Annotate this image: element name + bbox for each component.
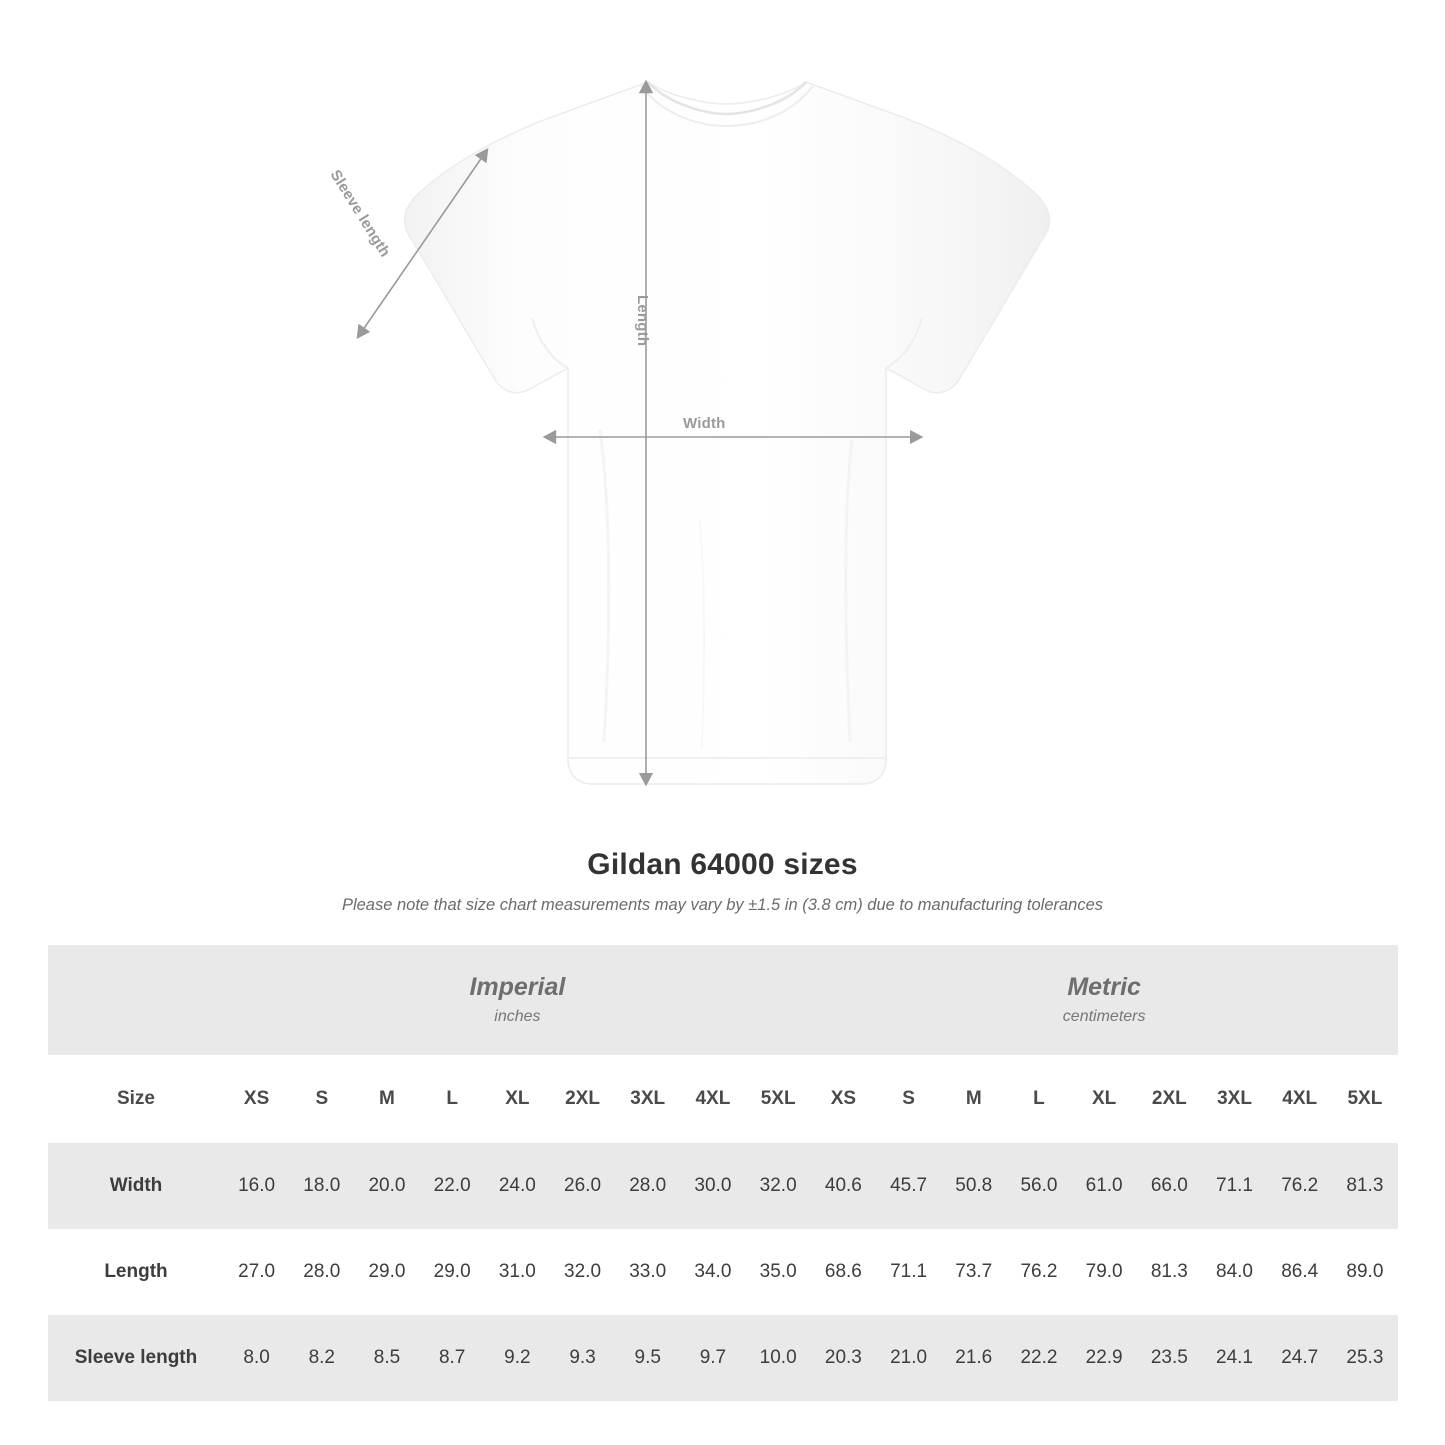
cell-length-14: 81.3 bbox=[1137, 1229, 1202, 1315]
cell-width-6: 28.0 bbox=[615, 1143, 680, 1229]
cell-sleeve-16: 24.7 bbox=[1267, 1315, 1332, 1401]
cell-length-5: 32.0 bbox=[550, 1229, 615, 1315]
unit-group-imperial bbox=[224, 945, 811, 1055]
size-header-label: Size bbox=[48, 1055, 224, 1143]
cell-width-9: 40.6 bbox=[811, 1143, 876, 1229]
size-header-2xl-imperial: 2XL bbox=[550, 1055, 615, 1143]
cell-length-2: 29.0 bbox=[354, 1229, 419, 1315]
size-header-m-imperial: M bbox=[354, 1055, 419, 1143]
cell-sleeve-11: 21.6 bbox=[941, 1315, 1006, 1401]
table-row-sleeve-length bbox=[48, 1315, 1398, 1401]
cell-length-12: 76.2 bbox=[1006, 1229, 1071, 1315]
cell-width-10: 45.7 bbox=[876, 1143, 941, 1229]
cell-width-15: 71.1 bbox=[1202, 1143, 1267, 1229]
cell-sleeve-5: 9.3 bbox=[550, 1315, 615, 1401]
cell-length-8: 35.0 bbox=[746, 1229, 811, 1315]
width-label: Width bbox=[683, 415, 726, 432]
cell-length-10: 71.1 bbox=[876, 1229, 941, 1315]
cell-width-11: 50.8 bbox=[941, 1143, 1006, 1229]
size-header-2xl-metric: 2XL bbox=[1137, 1055, 1202, 1143]
cell-length-1: 28.0 bbox=[289, 1229, 354, 1315]
cell-sleeve-2: 8.5 bbox=[354, 1315, 419, 1401]
row-label-length: Length bbox=[48, 1229, 224, 1315]
size-header-3xl-imperial: 3XL bbox=[615, 1055, 680, 1143]
cell-length-13: 79.0 bbox=[1072, 1229, 1137, 1315]
cell-width-17: 81.3 bbox=[1332, 1143, 1397, 1229]
size-header-5xl-imperial: 5XL bbox=[746, 1055, 811, 1143]
cell-length-16: 86.4 bbox=[1267, 1229, 1332, 1315]
row-label-sleeve-length: Sleeve length bbox=[48, 1315, 224, 1401]
cell-width-3: 22.0 bbox=[420, 1143, 485, 1229]
cell-width-7: 30.0 bbox=[680, 1143, 745, 1229]
cell-length-15: 84.0 bbox=[1202, 1229, 1267, 1315]
unit-group-metric bbox=[811, 945, 1398, 1055]
unit-metric-name: Metric bbox=[1067, 972, 1141, 1001]
cell-sleeve-4: 9.2 bbox=[485, 1315, 550, 1401]
cell-length-4: 31.0 bbox=[485, 1229, 550, 1315]
cell-sleeve-15: 24.1 bbox=[1202, 1315, 1267, 1401]
title-block bbox=[0, 848, 1445, 915]
cell-sleeve-3: 8.7 bbox=[420, 1315, 485, 1401]
cell-length-7: 34.0 bbox=[680, 1229, 745, 1315]
cell-sleeve-17: 25.3 bbox=[1332, 1315, 1397, 1401]
cell-sleeve-7: 9.7 bbox=[680, 1315, 745, 1401]
size-header-xl-imperial: XL bbox=[485, 1055, 550, 1143]
size-table bbox=[48, 945, 1398, 1401]
cell-sleeve-8: 10.0 bbox=[746, 1315, 811, 1401]
size-header-3xl-metric: 3XL bbox=[1202, 1055, 1267, 1143]
cell-width-14: 66.0 bbox=[1137, 1143, 1202, 1229]
size-header-4xl-imperial: 4XL bbox=[680, 1055, 745, 1143]
cell-length-0: 27.0 bbox=[224, 1229, 289, 1315]
size-table-wrapper bbox=[48, 945, 1397, 1401]
size-header-s-imperial: S bbox=[289, 1055, 354, 1143]
cell-width-8: 32.0 bbox=[746, 1143, 811, 1229]
cell-sleeve-10: 21.0 bbox=[876, 1315, 941, 1401]
cell-length-9: 68.6 bbox=[811, 1229, 876, 1315]
tolerance-note: Please note that size chart measurements may vary by ±1.5 in (3.8 cm) due to manufacturing tolerances bbox=[341, 896, 1104, 914]
size-header-l-imperial: L bbox=[420, 1055, 485, 1143]
cell-width-12: 56.0 bbox=[1006, 1143, 1071, 1229]
length-label: Length bbox=[634, 295, 651, 347]
table-row-length bbox=[48, 1229, 1398, 1315]
cell-width-16: 76.2 bbox=[1267, 1143, 1332, 1229]
cell-length-17: 89.0 bbox=[1332, 1229, 1397, 1315]
unit-metric-sub: centimeters bbox=[1062, 1008, 1146, 1026]
cell-sleeve-13: 22.9 bbox=[1072, 1315, 1137, 1401]
size-header-xl-metric: XL bbox=[1072, 1055, 1137, 1143]
size-header-row bbox=[48, 1055, 1398, 1143]
page-title: Gildan 64000 sizes bbox=[587, 848, 858, 881]
table-row-width bbox=[48, 1143, 1398, 1229]
cell-length-3: 29.0 bbox=[420, 1229, 485, 1315]
sleeve-length-label: Sleeve length bbox=[326, 167, 394, 261]
cell-sleeve-9: 20.3 bbox=[811, 1315, 876, 1401]
cell-length-6: 33.0 bbox=[615, 1229, 680, 1315]
cell-sleeve-12: 22.2 bbox=[1006, 1315, 1071, 1401]
cell-width-13: 61.0 bbox=[1072, 1143, 1137, 1229]
cell-width-5: 26.0 bbox=[550, 1143, 615, 1229]
cell-sleeve-14: 23.5 bbox=[1137, 1315, 1202, 1401]
size-header-xs-imperial: XS bbox=[224, 1055, 289, 1143]
cell-width-1: 18.0 bbox=[289, 1143, 354, 1229]
cell-length-11: 73.7 bbox=[941, 1229, 1006, 1315]
cell-width-4: 24.0 bbox=[485, 1143, 550, 1229]
cell-width-2: 20.0 bbox=[354, 1143, 419, 1229]
size-header-4xl-metric: 4XL bbox=[1267, 1055, 1332, 1143]
size-header-m-metric: M bbox=[941, 1055, 1006, 1143]
unit-imperial-sub: inches bbox=[494, 1008, 541, 1026]
cell-sleeve-0: 8.0 bbox=[224, 1315, 289, 1401]
units-header-spacer bbox=[48, 945, 224, 1055]
unit-imperial-name: Imperial bbox=[469, 972, 566, 1001]
cell-sleeve-6: 9.5 bbox=[615, 1315, 680, 1401]
units-header-row bbox=[48, 945, 1398, 1055]
size-header-l-metric: L bbox=[1006, 1055, 1071, 1143]
row-label-width: Width bbox=[48, 1143, 224, 1229]
size-header-s-metric: S bbox=[876, 1055, 941, 1143]
tshirt-shape bbox=[405, 82, 1050, 784]
cell-sleeve-1: 8.2 bbox=[289, 1315, 354, 1401]
size-header-xs-metric: XS bbox=[811, 1055, 876, 1143]
cell-width-0: 16.0 bbox=[224, 1143, 289, 1229]
size-header-5xl-metric: 5XL bbox=[1332, 1055, 1397, 1143]
